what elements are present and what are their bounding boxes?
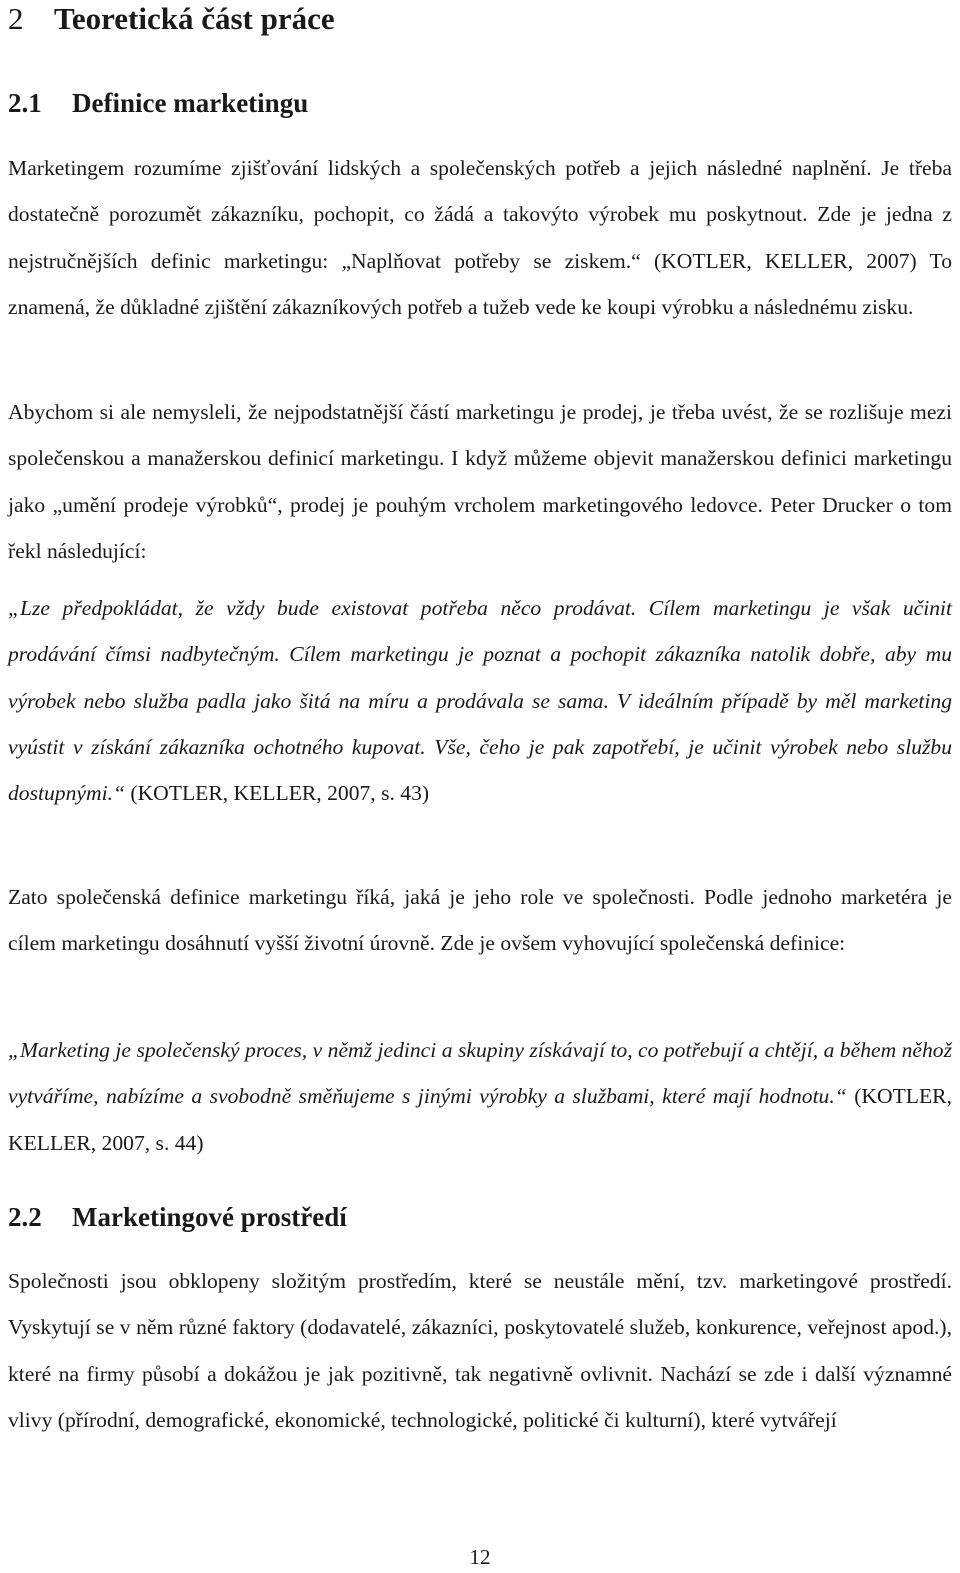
section-number: 2.1 <box>8 88 42 118</box>
section-title: Definice marketingu <box>72 88 309 118</box>
section-number: 2.2 <box>8 1202 42 1232</box>
quote-social-definition <box>8 1027 952 1166</box>
section-title: Marketingové prostředí <box>72 1202 347 1232</box>
paragraph-sales: Abychom si ale nemysleli, že nejpodstatnější částí marketingu je prodej, je třeba uvést, že se rozlišuje mezi společenskou a manažerskou definicí marketingu. I když můžeme objevit manažerskou definici marketingu jako „umění prodeje výrobků“, prodej je pouhým vrcholem marketingového ledovce. Peter Drucker o tom řekl následující: <box>8 400 952 563</box>
chapter-heading <box>8 0 335 38</box>
quote-citation: (KOTLER, KELLER, 2007, s. 44) <box>8 1084 952 1155</box>
page-number: 12 <box>469 1545 491 1569</box>
quote-text: „Lze předpokládat, že vždy bude existovat potřeba něco prodávat. Cílem marketingu je však učinit prodávání čímsi nadbytečným. Cílem marketingu je poznat a pochopit zákazníka natolik dobře, aby mu výrobek nebo služba padla jako šitá na míru a prodávala se sama. V ideálním případě by měl marketing vyústit v získání zákazníka ochotného kupovat. Vše, čeho je pak zapotřebí, je učinit výrobek nebo službu dostupnými.“ <box>8 596 952 806</box>
chapter-title: Teoretická část práce <box>54 1 335 36</box>
section-heading-2-1 <box>8 86 308 120</box>
quote-text: „Marketing je společenský proces, v němž jedinci a skupiny získávají to, co potřebují a chtějí, a během něhož vytváříme, nabízíme a svobodně směňujeme s jinými výrobky a službami, které mají hodnotu.“ <box>8 1038 952 1109</box>
paragraph-definition: Marketingem rozumíme zjišťování lidských a společenských potřeb a jejich následné naplnění. Je třeba dostatečně porozumět zákazníku, pochopit, co žádá a takovýto výrobek mu poskytnout. Zde je jedna z nejstručnějších definic marketingu: „Naplňovat potřeby se ziskem.“ (KOTLER, KELLER, 2007) To znamená, že důkladné zjištění zákazníkových potřeb a tužeb vede ke koupi výrobku a následnému zisku. <box>8 156 952 319</box>
paragraph-environment: Společnosti jsou obklopeny složitým prostředím, které se neustále mění, tzv. marketingové prostředí. Vyskytují se v něm různé faktory (dodavatelé, zákazníci, poskytovatelé služeb, konkurence, veřejnost apod.), které na firmy působí a dokážou je jak pozitivně, tak negativně ovlivnit. Nachází se zde i další významné vlivy (přírodní, demografické, ekonomické, technologické, politické či kulturní), které vytvářejí <box>8 1269 952 1432</box>
quote-drucker <box>8 585 952 816</box>
section-heading-2-2 <box>8 1200 347 1234</box>
paragraph-social-definition: Zato společenská definice marketingu říká, jaká je jeho role ve společnosti. Podle jednoho marketéra je cílem marketingu dosáhnutí vyšší životní úrovně. Zde je ovšem vyhovující společenská definice: <box>8 885 952 956</box>
chapter-number: 2 <box>8 1 24 36</box>
quote-citation: (KOTLER, KELLER, 2007, s. 43) <box>130 781 430 806</box>
